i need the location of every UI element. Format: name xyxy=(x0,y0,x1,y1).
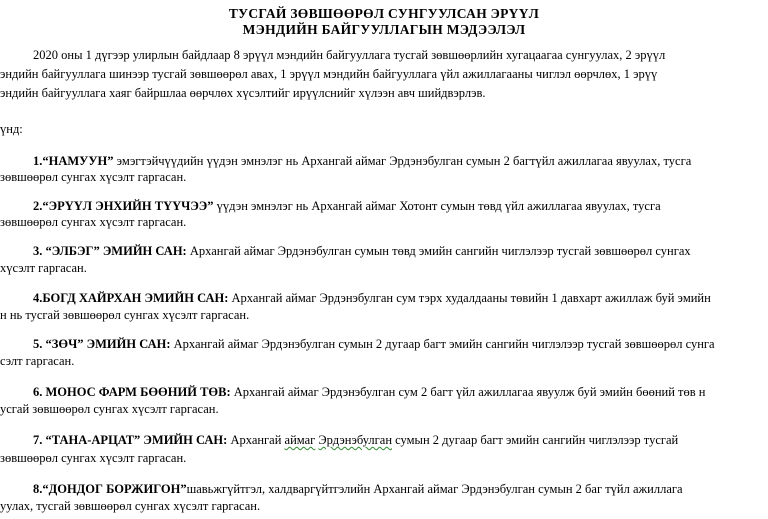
list-item-6 xyxy=(33,385,705,400)
document-title-line2: МЭНДИЙН БАЙГУУЛЛАГЫН МЭДЭЭЛЭЛ xyxy=(242,22,526,37)
list-item-5-continuation: сэлт гаргасан. xyxy=(0,354,75,368)
item-heading: 5. “ЗӨЧ” ЭМИЙН САН: xyxy=(33,337,171,351)
item-heading: 1.“НАМУУН” xyxy=(33,154,114,168)
item-text: Архангай аймаг Эрдэнэбулган сумын төвд эмийн сангийн чиглэлээр тусгай зөвшөөрөл сунгах xyxy=(186,244,691,258)
intro-line-2: эндийн байгууллага шинээр тусгай зөвшөөрөл авах, 1 эрүүл мэндийн байгууллага үйл ажиллагааны чиглэл өөрчлөх, 1 эрүү xyxy=(0,67,658,81)
list-item-7-continuation: зөвшөөрөл сунгах хүсэлт гаргасан. xyxy=(0,451,187,465)
item-text: Архангай xyxy=(227,433,285,447)
item-text: шавьжгүйтгэл, халдваргүйтгэлийн Архангай аймаг Эрдэнэбулган сумын 2 баг түйл ажиллага xyxy=(186,482,683,496)
item-heading: 3. “ЭЛБЭГ” ЭМИЙН САН: xyxy=(33,244,187,258)
intro-line-3: эндийн байгууллага хаяг байршлаа өөрчлөх хүсэлтийг ирүүлснийг хүлээн авч шийдвэрлэв. xyxy=(0,86,486,100)
item-heading: 7. “ТАНА-АРЦАТ” ЭМИЙН САН: xyxy=(33,433,228,447)
item-text: Архангай аймаг Эрдэнэбулган сумын 2 дугаар багт эмийн сангийн чиглэлээр тусгай зөвшөөрөл сунга xyxy=(170,337,715,351)
list-item-8 xyxy=(33,482,683,497)
item-text: эмэгтэйчүүдийн үүдэн эмнэлэг нь Архангай аймаг Эрдэнэбулган сумын 2 багтүйл ажиллагаа явуулах, тусга xyxy=(113,154,692,168)
item-text: үүдэн эмнэлэг нь Архангай аймаг Хотонт сумын төвд үйл ажиллагаа явуулах, тусга xyxy=(213,199,661,213)
item-text: Архангай аймаг Эрдэнэбулган сум 2 багт үйл ажиллагаа явуулж буй эмийн бөөний төв н xyxy=(230,385,706,399)
list-item-5 xyxy=(33,337,715,352)
list-item-1 xyxy=(33,154,691,169)
list-item-4 xyxy=(33,291,711,306)
list-item-7 xyxy=(33,433,678,448)
list-item-6-continuation: усгай зөвшөөрөл сунгах хүсэлт гаргасан. xyxy=(0,402,219,416)
list-item-3 xyxy=(33,244,691,259)
item-text: Архангай аймаг Эрдэнэбулган сум тэрх худалдааны төвийн 1 давхарт ажиллаж буй эмийн xyxy=(228,291,711,305)
item-text: сумын 2 дугаар багт эмийн сангийн чиглэлээр тусгай xyxy=(392,433,679,447)
list-item-4-continuation: н нь тусгай зөвшөөрөл сунгах хүсэлт гаргасан. xyxy=(0,308,250,322)
section-label: үнд: xyxy=(0,122,23,136)
list-item-2-continuation: зөвшөөрөл сунгах хүсэлт гаргасан. xyxy=(0,215,187,229)
item-heading: 8.“ДОНДОГ БОРЖИГОН” xyxy=(33,482,187,496)
intro-line-1: 2020 оны 1 дүгээр улирлын байдлаар 8 эрүүл мэндийн байгууллага тусгай зөвшөөрлийн хугацаагаа сунгуулах, 2 эрүүл xyxy=(33,48,666,62)
list-item-8-continuation: уулах, тусгай зөвшөөрөл сунгах хүсэлт гаргасан. xyxy=(0,499,261,513)
list-item-1-continuation: зөвшөөрөл сунгах хүсэлт гаргасан. xyxy=(0,170,187,184)
spellcheck-word: аймаг xyxy=(284,433,316,447)
document-title-line1: ТУСГАЙ ЗӨВШӨӨРӨЛ СУНГУУЛСАН ЭРҮҮЛ xyxy=(228,6,540,21)
item-heading: 2.“ЭРҮҮЛ ЭНХИЙН ТҮҮЧЭЭ” xyxy=(33,199,214,213)
item-heading: 6. МОНОС ФАРМ БӨӨНИЙ ТӨВ: xyxy=(33,385,231,399)
list-item-3-continuation: хүсэлт гаргасан. xyxy=(0,261,87,275)
list-item-2 xyxy=(33,199,661,214)
item-heading: 4.БОГД ХАЙРХАН ЭМИЙН САН: xyxy=(33,291,229,305)
spellcheck-word: Эрдэнэбулган xyxy=(318,433,393,447)
